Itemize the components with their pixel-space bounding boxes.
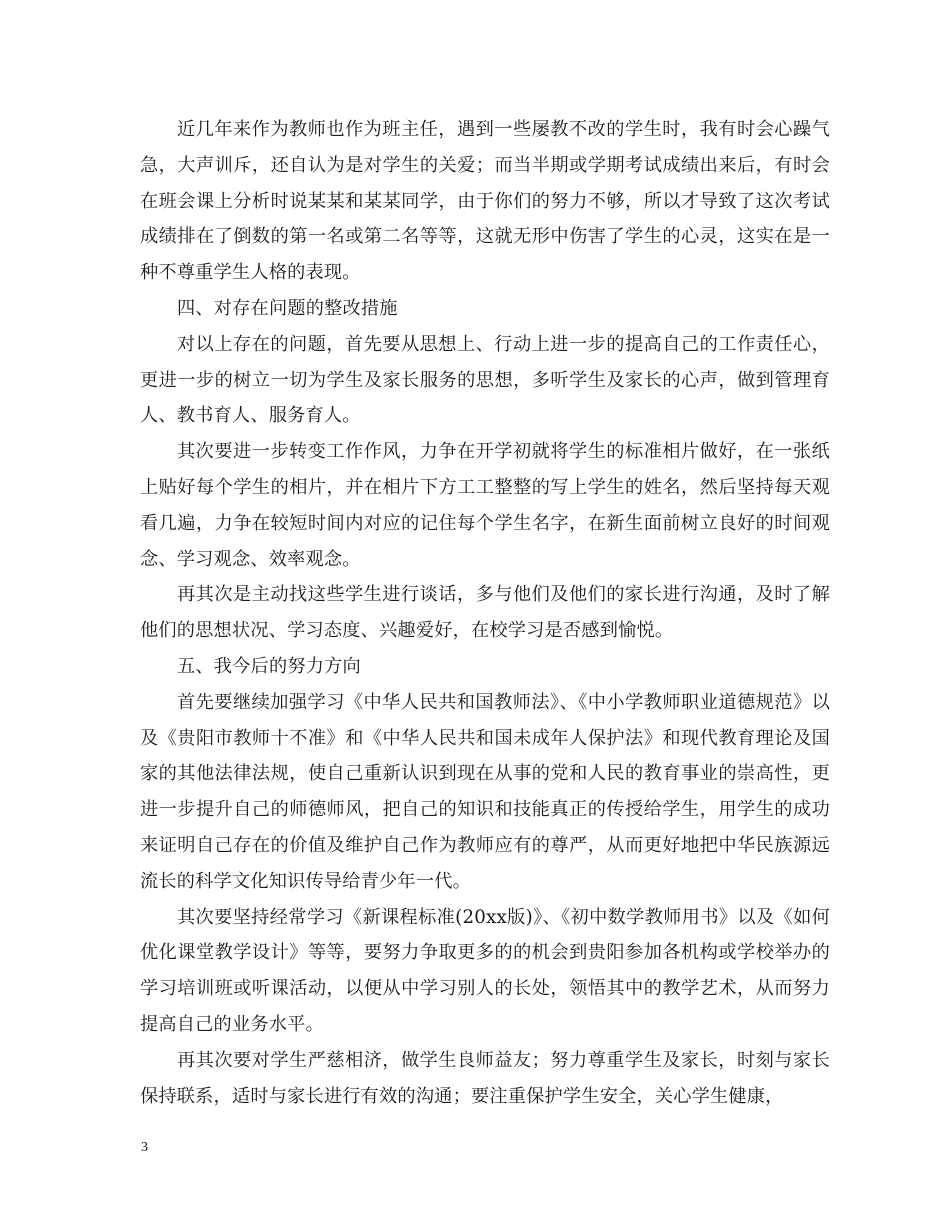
paragraph: 其次要坚持经常学习《新课程标准(20xx版)》、《初中数学教师用书》以及《如何优化课堂教学设计》等等，要努力争取更多的的机会到贵阳参加各机构或学校举办的学习培训班或听课活动，以便从中学习别人的长处，领悟其中的教学艺术，从而努力提高自己的业务水平。 [140, 906, 830, 1035]
section-heading: 四、对存在问题的整改措施 [177, 297, 398, 319]
section-heading: 五、我今后的努力方向 [177, 655, 361, 677]
paragraph: 再其次要对学生严慈相济，做学生良师益友；努力尊重学生及家长，时刻与家长保持联系，适时与家长进行有效的沟通；要注重保护学生安全，关心学生健康， [140, 1049, 830, 1107]
paragraph: 首先要继续加强学习《中华人民共和国教师法》、《中小学教师职业道德规范》以及《贵阳市教师十不准》和《中华人民共和国未成年人保护法》和现代教育理论及国家的其他法律法规，使自己重新认识到现在从事的党和人民的教育事业的崇高性，更进一步提升自己的师德师风，把自己的知识和技能真正的传授给学生，用学生的成功来证明自己存在的价值及维护自己作为教师应有的尊严，从而更好地把中华民族源远流长的科学文化知识传导给青少年一代。 [140, 691, 830, 892]
paragraph: 近几年来作为教师也作为班主任，遇到一些屡教不改的学生时，我有时会心躁气急，大声训斥，还自认为是对学生的关爱；而当半期或学期考试成绩出来后，有时会在班会课上分析时说某某和某某同学，由于你们的努力不够，所以才导致了这次考试成绩排在了倒数的第一名或第二名等等，这就无形中伤害了学生的心灵，这实在是一种不尊重学生人格的表现。 [140, 119, 830, 284]
page-number: 3 [141, 1140, 148, 1155]
paragraph: 其次要进一步转变工作作风，力争在开学初就将学生的标准相片做好，在一张纸上贴好每个学生的相片，并在相片下方工工整整的写上学生的姓名，然后坚持每天观看几遍，力争在较短时间内对应的记住每个学生名字，在新生面前树立良好的时间观念、学习观念、效率观念。 [140, 441, 830, 570]
body-text [140, 112, 830, 1114]
paragraph: 对以上存在的问题，首先要从思想上、行动上进一步的提高自己的工作责任心，更进一步的树立一切为学生及家长服务的思想，多听学生及家长的心声，做到管理育人、教书育人、服务育人。 [140, 333, 830, 427]
paragraph: 再其次是主动找这些学生进行谈话，多与他们及他们的家长进行沟通，及时了解他们的思想状况、学习态度、兴趣爱好，在校学习是否感到愉悦。 [140, 584, 830, 642]
